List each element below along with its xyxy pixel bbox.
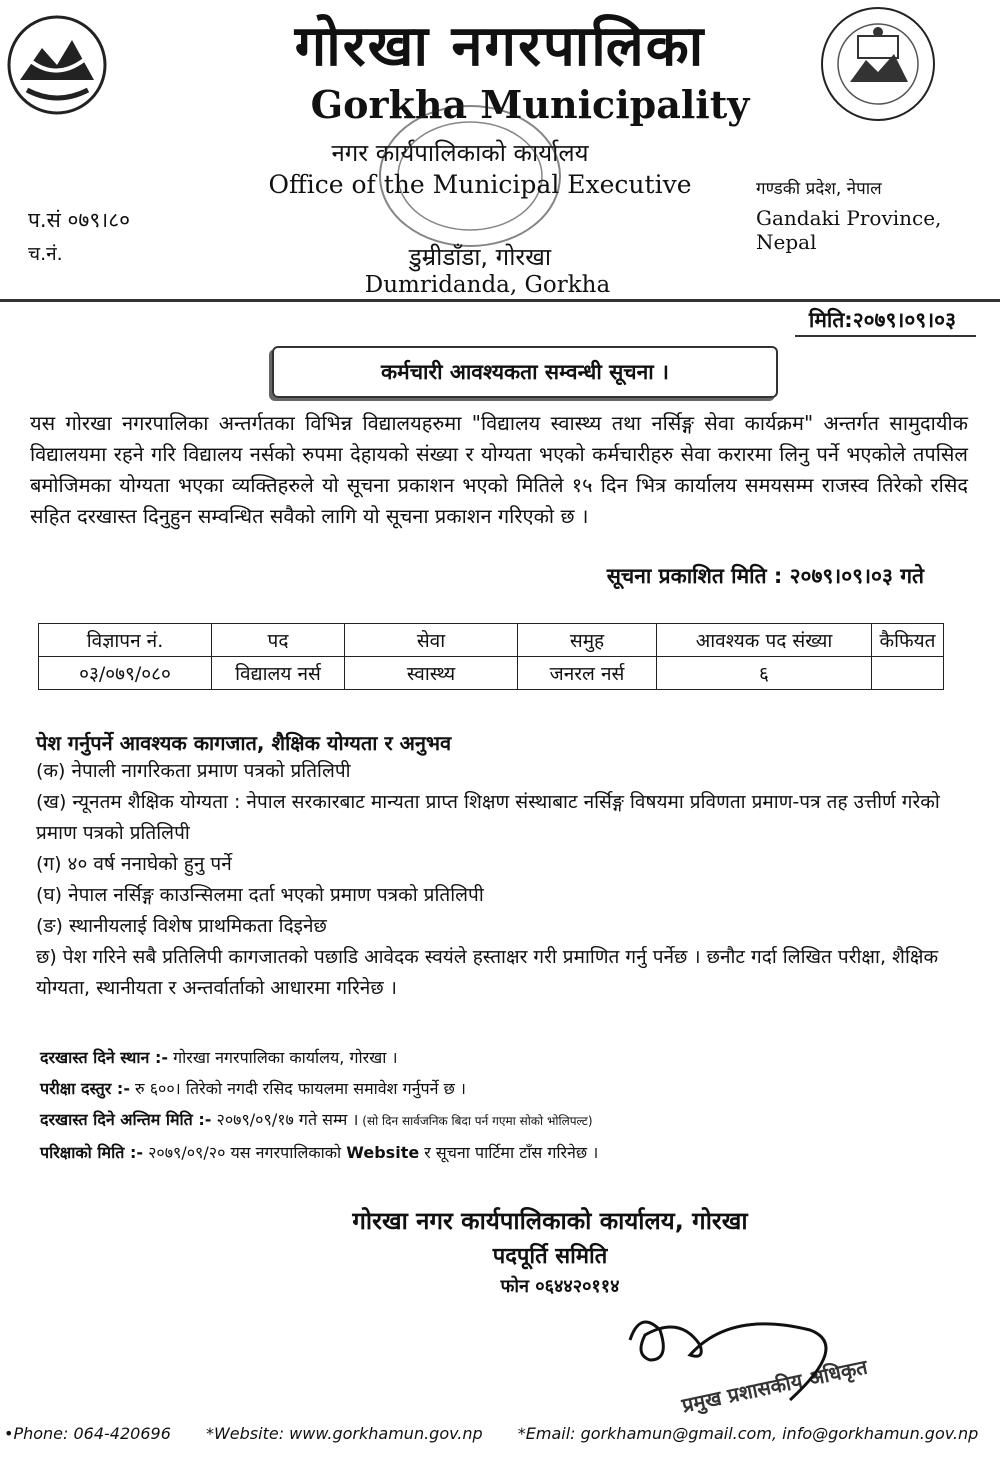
document-date: मिति:२०७९।०९।०३ [808, 308, 956, 332]
column-header: समुह [518, 624, 657, 657]
signature-phone: फोन ०६४४२०११४ [500, 1276, 620, 1297]
exam-date: परिक्षाको मिति :- २०७९/०९/२० यस नगरपालिकाको Website र सूचना पार्टिमा टाँस गरिनेछ । [40, 1143, 599, 1162]
table-cell: जनरल नर्स [518, 657, 657, 690]
dispatch-number: च.नं. [28, 243, 63, 265]
footer-phone: •Phone: 064-420696 [4, 1424, 171, 1443]
deadline: दरखास्त दिने अन्तिम मिति :- २०७९/०९/१७ गते सम्म । (सो दिन सार्वजनिक बिदा पर्न गएमा सोको भोलिपल्ट) [40, 1110, 593, 1129]
header-divider [0, 299, 1000, 302]
header-title-en: Gorkha Municipality [310, 82, 750, 127]
column-header: सेवा [345, 624, 518, 657]
published-date: सूचना प्रकाशित मिति : २०७९।०९।०३ गते [606, 564, 924, 588]
footer-email: *Email: gorkhamun@gmail.com, info@gorkhamun.gov.np [517, 1424, 979, 1443]
signature-committee: पदपूर्ति समिति [492, 1244, 608, 1269]
exam-fee: परीक्षा दस्तुर :- रु ६००। तिरेको नगदी रसिद फायलमा समावेश गर्नुपर्ने छ । [40, 1079, 466, 1098]
header-address-np: डुम्रीडाँडा, गोरखा [408, 243, 552, 271]
table-cell: ०३/०७९/०८० [39, 657, 212, 690]
application-place: दरखास्त दिने स्थान :- गोरखा नगरपालिका कार्यालय, गोरखा । [40, 1048, 398, 1067]
list-item: (घ) नेपाल नर्सिङ्ग काउन्सिलमा दर्ता भएको प्रमाण पत्रको प्रतिलिपी [36, 884, 484, 906]
footer [4, 1424, 1000, 1443]
province-en: Gandaki Province, Nepal [756, 206, 942, 254]
office-stamp-icon [370, 96, 570, 260]
table-cell: विद्यालय नर्स [212, 657, 345, 690]
header-address-en: Dumridanda, Gorkha [364, 272, 611, 298]
column-header: कैफियत [872, 624, 944, 657]
province-np: गण्डकी प्रदेश, नेपाल [756, 179, 882, 199]
column-header: आवश्यक पद संख्या [657, 624, 872, 657]
notice-body: यस गोरखा नगरपालिका अन्तर्गतका विभिन्न विद्यालयहरुमा "विद्यालय स्वास्थ्य तथा नर्सिङ्ग सेवा कार्यक्रम" अन्तर्गत सामुदायीक विद्यालयमा रहने गरि विद्यालय नर्सको रुपमा देहायको संख्या र योग्यता भएको कर्मचारीहरु सेवा करारमा लिनु पर्ने भएकोले तपसिल बमोजिमका योग्यता भएका व्यक्तिहरुले यो सूचना प्रकाशन भएको मितिले १५ दिन भित्र कार्यालय समयसम्म राजस्व तिरेको रसिद सहित दरखास्त दिनुहुन सम्वन्धित सवैको लागि यो सूचना प्रकाशन गरिएको छ । [30, 411, 968, 528]
table-header-row [39, 624, 944, 657]
list-item: (क) नेपाली नागरिकता प्रमाण पत्रको प्रतिलिपी [36, 760, 351, 782]
notice-title: कर्मचारी आवश्यकता सम्वन्धी सूचना । [272, 346, 778, 398]
vacancy-table [38, 623, 944, 690]
table-cell [872, 657, 944, 690]
requirements-title: पेश गर्नुपर्ने आवश्यक कागजात, शैक्षिक योग्यता र अनुभव [36, 731, 452, 755]
officer-stamp: प्रमुख प्रशासकीय अधिकृत [679, 1354, 870, 1418]
column-header: पद [212, 624, 345, 657]
list-item: (ङ) स्थानीयलाई विशेष प्राथमिकता दिइनेछ [36, 915, 327, 937]
reference-number: प.सं ०७९।८० [28, 208, 131, 232]
header-title-np: गोरखा नगरपालिका [294, 14, 706, 79]
header-office-en: Office of the Municipal Executive [268, 170, 692, 199]
table-row [39, 657, 944, 690]
table-cell: स्वास्थ्य [345, 657, 518, 690]
table-cell: ६ [657, 657, 872, 690]
signature-office: गोरखा नगर कार्यपालिकाको कार्यालय, गोरखा [352, 1207, 748, 1235]
requirements-list [36, 756, 966, 1004]
application-info [40, 1042, 970, 1168]
header-office-np: नगर कार्यपालिकाको कार्यालय [331, 139, 589, 167]
footer-website: *Website: www.gorkhamun.gov.np [205, 1424, 483, 1443]
list-item: छ) पेश गरिने सबै प्रतिलिपी कागजातको पछाडि आवेदक स्वयंले हस्ताक्षर गरी प्रमाणित गर्नु पर्नेछ । छनौट गर्दा लिखित परीक्षा, शैक्षिक योग्यता, स्थानीयता र अन्तर्वार्ताको आधारमा गरिनेछ । [36, 946, 939, 999]
list-item: (ख) न्यूनतम शैक्षिक योग्यता : नेपाल सरकारबाट मान्यता प्राप्त शिक्षण संस्थाबाट नर्सिङ्ग विषयमा प्रविणता प्रमाण-पत्र तह उत्तीर्ण गरेको प्रमाण पत्रको प्रतिलिपी [36, 791, 940, 844]
column-header: विज्ञापन नं. [39, 624, 212, 657]
list-item: (ग) ४० वर्ष ननाघेको हुनु पर्ने [36, 853, 232, 875]
